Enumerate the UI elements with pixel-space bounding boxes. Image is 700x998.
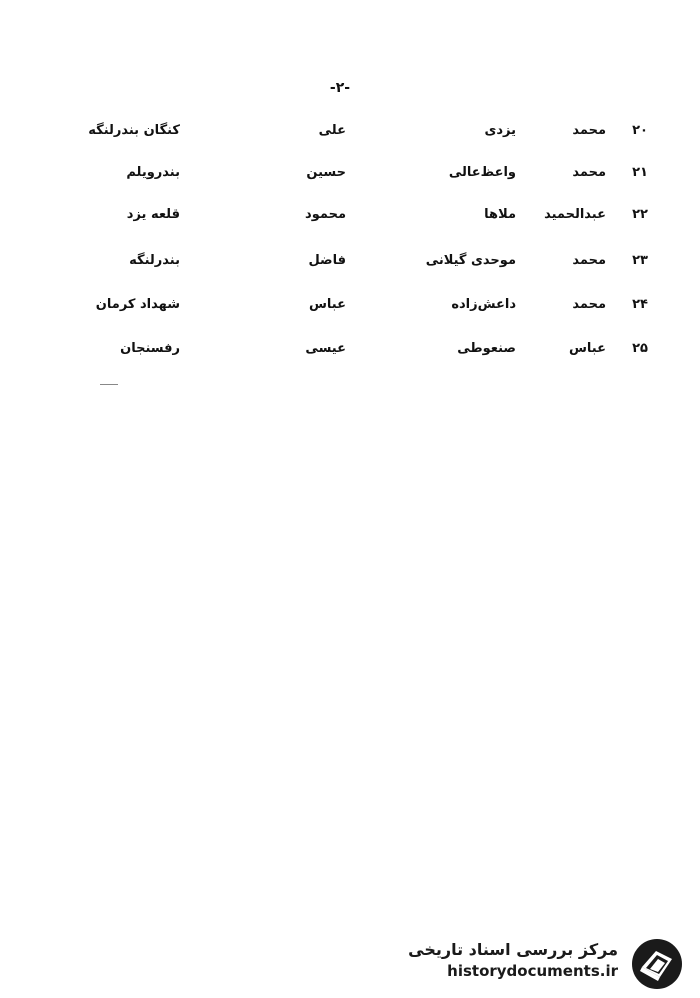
row-number: ۲۵ [632, 341, 648, 356]
list-row [0, 334, 700, 364]
footer-title: مرکز بررسی اسناد تاریخی [408, 940, 618, 959]
last-name: یزدی [484, 123, 516, 138]
birthplace: بندرلنگه [129, 253, 180, 268]
list-row [0, 246, 700, 276]
row-number: ۲۱ [632, 165, 648, 180]
row-number: ۲۳ [632, 253, 648, 268]
list-row [0, 116, 700, 146]
book-logo-icon [630, 937, 684, 991]
last-name: ملاها [484, 207, 516, 222]
footer-text [408, 939, 618, 981]
father-name: عباس [308, 297, 346, 312]
row-number: ۲۴ [632, 297, 648, 312]
father-name: فاضل [308, 253, 346, 268]
first-name: عباس [568, 341, 606, 356]
footer-url: historydocuments.ir [447, 962, 618, 980]
first-name: عبدالحمید [544, 207, 606, 222]
birthplace: کنگان بندرلنگه [88, 123, 180, 138]
first-name: محمد [572, 123, 606, 138]
row-number: ۲۰ [632, 123, 648, 138]
first-name: محمد [572, 165, 606, 180]
birthplace: رفسنجان [120, 341, 180, 356]
first-name: محمد [572, 297, 606, 312]
last-name: داعش‌زاده [451, 297, 516, 312]
list-row [0, 290, 700, 320]
stray-mark [100, 384, 118, 385]
father-name: عیسی [305, 341, 346, 356]
father-name: حسین [306, 165, 346, 180]
footer-watermark [410, 935, 690, 990]
last-name: موحدی گیلانی [425, 253, 516, 268]
birthplace: قلعه یزد [126, 207, 180, 222]
father-name: علی [318, 123, 346, 138]
father-name: محمود [305, 207, 346, 222]
first-name: محمد [572, 253, 606, 268]
page-number: -۲- [329, 80, 351, 96]
last-name: صنعوطی [457, 341, 516, 356]
last-name: واعظ‌عالی [448, 165, 516, 180]
list-row [0, 200, 700, 230]
birthplace: شهداد کرمان [95, 297, 180, 312]
birthplace: بندرویلم [126, 165, 180, 180]
row-number: ۲۲ [632, 207, 648, 222]
list-row [0, 158, 700, 188]
